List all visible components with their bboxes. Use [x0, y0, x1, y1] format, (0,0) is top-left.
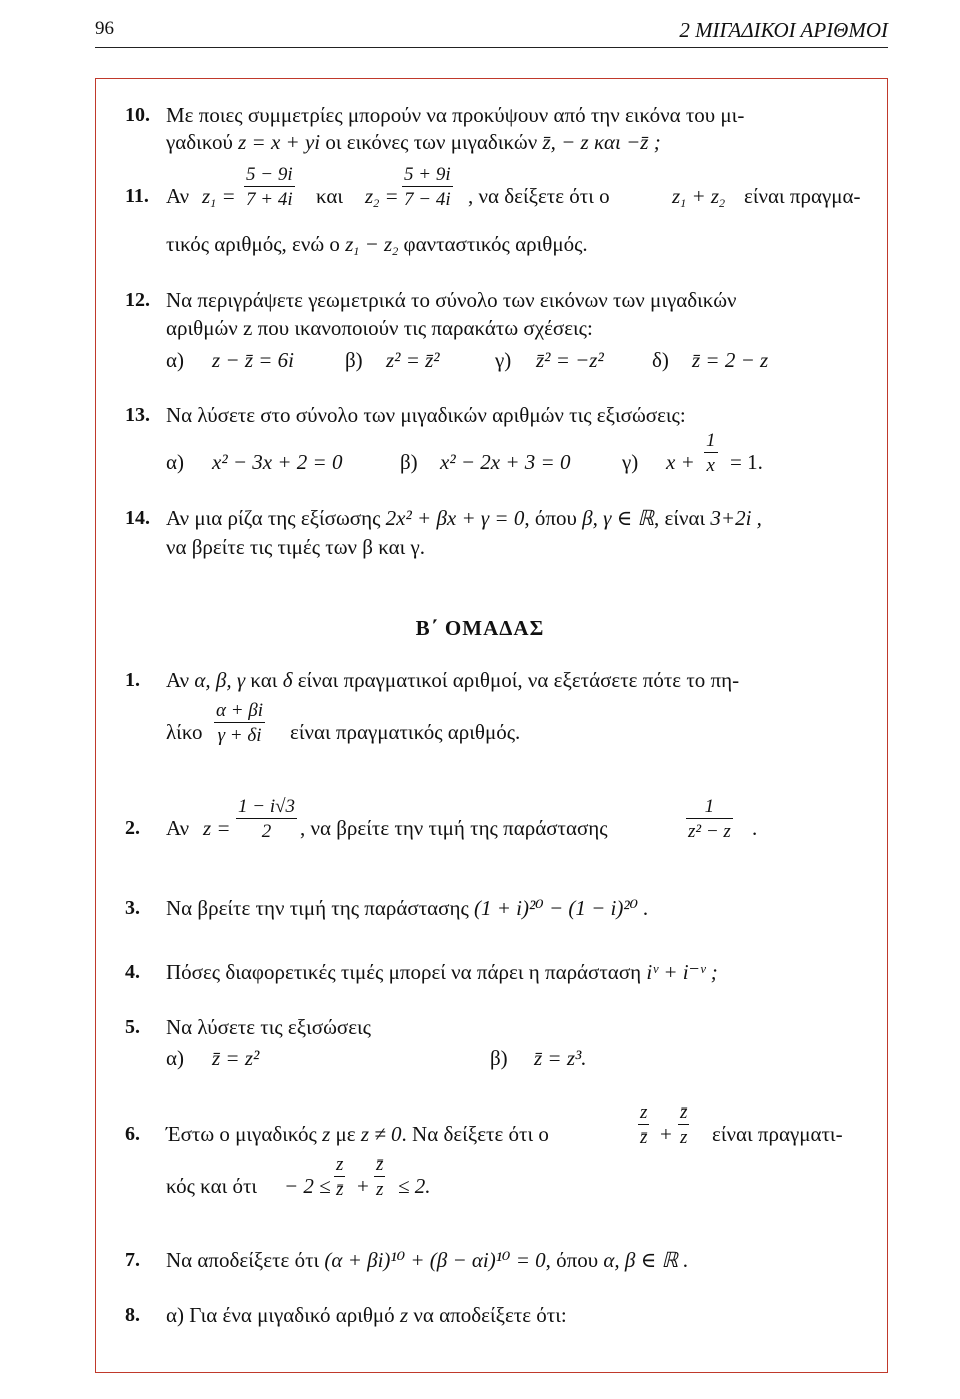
ex14-text-a: Αν μια ρίζα της εξίσωσης: [166, 506, 381, 530]
b5-b-math: z̄ = z³.: [534, 1046, 587, 1070]
b3-expression: (1 + i)²⁰ − (1 − i)²⁰ .: [474, 896, 649, 920]
b1-text-liko: λίκο: [166, 720, 203, 744]
b7-rest: , όπου: [545, 1248, 599, 1272]
b1-text-b: και: [250, 668, 278, 692]
ex13-a-math: x² − 3x + 2 = 0: [212, 450, 343, 474]
ex12-a-label: α): [166, 348, 184, 372]
b6-f4-numerator: z̄: [376, 1154, 384, 1175]
ex10-text-b: οι εικόνες των μιγαδικών: [325, 130, 538, 154]
b4-text: Πόσες διαφορετικές τιμές μπορεί να πάρει η παράσταση: [166, 960, 642, 984]
b2-text-mid: , να βρείτε την τιμή της παράστασης: [300, 816, 608, 840]
b-exercise-3-number: 3.: [125, 897, 140, 919]
b6-plus: +: [660, 1122, 672, 1146]
b6-f2-denominator: z: [678, 1124, 689, 1147]
ex11-text-an: Αν: [166, 184, 190, 208]
exercise-12-number: 12.: [125, 289, 150, 311]
ex13-c-fraction: [704, 431, 718, 475]
b6-f3-numerator: z: [336, 1154, 344, 1175]
b6-text-b: με: [335, 1122, 356, 1146]
b2-text-an: Αν: [166, 816, 190, 840]
b4-line: [166, 962, 718, 983]
b-exercise-4-number: 4.: [125, 961, 140, 983]
b6-text-e: είναι πραγματι-: [712, 1122, 843, 1146]
ex14-set: β, γ ∈ ℝ: [582, 506, 655, 530]
ex12-c-math: z̄² = −z²: [536, 348, 604, 372]
b6-z: z: [322, 1122, 331, 1146]
b6-fraction-3: [334, 1155, 345, 1199]
b-exercise-2-number: 2.: [125, 817, 140, 839]
b6-f1-denominator: z̄: [638, 1124, 649, 1147]
b2-f1-numerator: 1 − i√3: [238, 796, 296, 817]
b-exercise-6-number: 6.: [125, 1123, 140, 1145]
b8-line: [166, 1305, 567, 1326]
b-exercise-8-number: 8.: [125, 1304, 140, 1326]
b1-denominator: γ + δi: [214, 722, 265, 745]
b7-text: Να αποδείξετε ότι: [166, 1248, 320, 1272]
b1-vars: α, β, γ: [194, 668, 246, 692]
b-exercise-7-number: 7.: [125, 1249, 140, 1271]
b6-nonzero: z ≠ 0: [360, 1122, 402, 1146]
b2-fraction-2: [686, 797, 733, 841]
b2-f1-denominator: 2: [236, 818, 297, 841]
b3-line: [166, 898, 649, 919]
b6-fraction-2: [678, 1103, 689, 1147]
exercise-12-line-1: Να περιγράψετε γεωμετρικά το σύνολο των εικόνων των μιγαδικών: [166, 288, 737, 312]
header-rule: [95, 47, 888, 48]
exercise-12-line-2: αριθμών z που ικανοποιούν τις παρακάτω σχέσεις:: [166, 316, 593, 340]
ex14-text-d: , είναι: [654, 506, 706, 530]
exercise-14-line-2: να βρείτε τις τιμές των β και γ.: [166, 535, 426, 559]
page-number: 96: [95, 18, 114, 39]
ex10-math-conjugates: z̄, − z και −z̄ ;: [542, 130, 661, 154]
b4-expression: iᵛ + i⁻ᵛ ;: [646, 960, 718, 984]
b2-f2-numerator: 1: [704, 796, 715, 817]
b2-z-eq: z =: [203, 816, 231, 840]
ex11-l2-b: φανταστικός αριθμός.: [403, 232, 588, 256]
exercise-13-line-1: Να λύσετε στο σύνολο των μιγαδικών αριθμών τις εξισώσεις:: [166, 403, 686, 427]
b5-b-label: β): [490, 1046, 508, 1070]
b1-text-a: Αν: [166, 668, 190, 692]
ex11-f2-denominator: 7 − 4i: [402, 186, 453, 209]
ex11-z2: $z_2$ =: [365, 184, 399, 210]
ex12-a-math: z − z̄ = 6i: [212, 348, 295, 372]
b5-a-math: z̄ = z²: [212, 1046, 260, 1070]
ex11-l2-a: τικός αριθμός, ενώ ο: [166, 232, 340, 256]
exercise-10-number: 10.: [125, 104, 150, 126]
ex11-fraction-1: [244, 165, 295, 209]
ex13-b-label: β): [400, 450, 418, 474]
b1-line-1: [166, 670, 739, 691]
b2-fraction-1: [236, 797, 297, 841]
ex13-c-denominator: x: [704, 452, 718, 475]
b6-f3-denominator: z̄: [334, 1176, 345, 1199]
b6-line-1: [166, 1124, 549, 1145]
ex11-text-end: είναι πραγμα-: [744, 184, 861, 208]
b6-text-d: . Να δείξετε ότι ο: [401, 1122, 549, 1146]
b2-end: .: [752, 816, 758, 840]
b6-fraction-1: [638, 1103, 649, 1147]
b1-numerator: α + βi: [216, 700, 264, 721]
exercise-13-number: 13.: [125, 404, 150, 426]
b6-f1-numerator: z: [640, 1102, 648, 1123]
ex10-math-z: z = x + yi: [238, 130, 321, 154]
b7-line: [166, 1250, 689, 1271]
chapter-title: 2 ΜΙΓΑΔΙΚΟΙ ΑΡΙΘΜΟΙ: [679, 18, 888, 42]
exercise-14-line-1: [166, 508, 762, 529]
b7-expression: (α + βi)¹⁰ + (β − αi)¹⁰ = 0: [324, 1248, 546, 1272]
b5-line-1: Να λύσετε τις εξισώσεις: [166, 1015, 371, 1039]
exercise-11-number: 11.: [125, 185, 149, 207]
ex13-b-math: x² − 2x + 3 = 0: [440, 450, 571, 474]
exercise-10-line-2: [166, 132, 661, 153]
b3-text: Να βρείτε την τιμή της παράστασης: [166, 896, 469, 920]
b-exercise-5-number: 5.: [125, 1016, 140, 1038]
b5-a-label: α): [166, 1046, 184, 1070]
ex10-text-a: γαδικού: [166, 130, 233, 154]
ex11-text-rest: , να δείξετε ότι ο: [468, 184, 610, 208]
ex12-c-label: γ): [495, 348, 512, 372]
b1-delta: δ: [282, 668, 293, 692]
ex14-equation: 2x² + βx + γ = 0: [385, 506, 525, 530]
ex12-b-label: β): [345, 348, 363, 372]
ex11-f2-numerator: 5 + 9i: [404, 164, 451, 185]
b6-ineq-right: ≤ 2.: [398, 1174, 431, 1198]
ex12-b-math: z² = z̄²: [386, 348, 440, 372]
ex14-root: 3+2i ,: [710, 506, 762, 530]
b6-text-line2: κός και ότι: [166, 1174, 258, 1198]
b8-z: z: [399, 1303, 409, 1327]
ex12-d-label: δ): [652, 348, 669, 372]
b2-f2-denominator: z² − z: [686, 818, 733, 841]
b8-rest: να αποδείξετε ότι:: [413, 1303, 567, 1327]
ex11-f1-denominator: 7 + 4i: [244, 186, 295, 209]
ex13-c-end: = 1.: [730, 450, 763, 474]
ex11-fraction-2: [402, 165, 453, 209]
exercise-10-line-1: Με ποιες συμμετρίες μπορούν να προκύψουν από την εικόνα του μι-: [166, 103, 745, 127]
b6-f4-denominator: z: [374, 1176, 385, 1199]
b6-text-a: Έστω ο μιγαδικός: [166, 1122, 317, 1146]
ex11-text-kai: και: [316, 184, 344, 208]
b6-plus-2: +: [357, 1174, 369, 1198]
ex12-d-math: z̄ = 2 − z: [692, 348, 769, 372]
ex14-text-b: , όπου: [524, 506, 577, 530]
b6-fraction-4: [374, 1155, 385, 1199]
exercise-11-line-2: [166, 234, 588, 257]
ex13-a-label: α): [166, 450, 184, 474]
ex13-c-label: γ): [622, 450, 639, 474]
ex11-sum: $z_1 + z_2$: [672, 184, 726, 210]
section-title: Β΄ ΟΜΑΔΑΣ: [415, 616, 545, 640]
ex11-z1: $z_1$ =: [202, 184, 236, 210]
b1-fraction: [214, 701, 265, 745]
ex13-c-x: x +: [666, 450, 695, 474]
b-exercise-1-number: 1.: [125, 669, 140, 691]
ex13-c-numerator: 1: [706, 430, 716, 451]
exercise-14-number: 14.: [125, 507, 150, 529]
ex11-diff: $z_1 - z_2$: [345, 232, 399, 258]
b8-text: α) Για ένα μιγαδικό αριθμό: [166, 1303, 395, 1327]
b1-text-d: είναι πραγματικοί αριθμοί, να εξετάσετε πότε το πη-: [297, 668, 740, 692]
b1-text-end: είναι πραγματικός αριθμός.: [290, 720, 521, 744]
b6-f2-numerator: z̄: [680, 1102, 688, 1123]
b6-ineq-left: − 2 ≤: [284, 1174, 331, 1198]
ex11-f1-numerator: 5 − 9i: [246, 164, 293, 185]
b7-set: α, β ∈ ℝ .: [603, 1248, 689, 1272]
